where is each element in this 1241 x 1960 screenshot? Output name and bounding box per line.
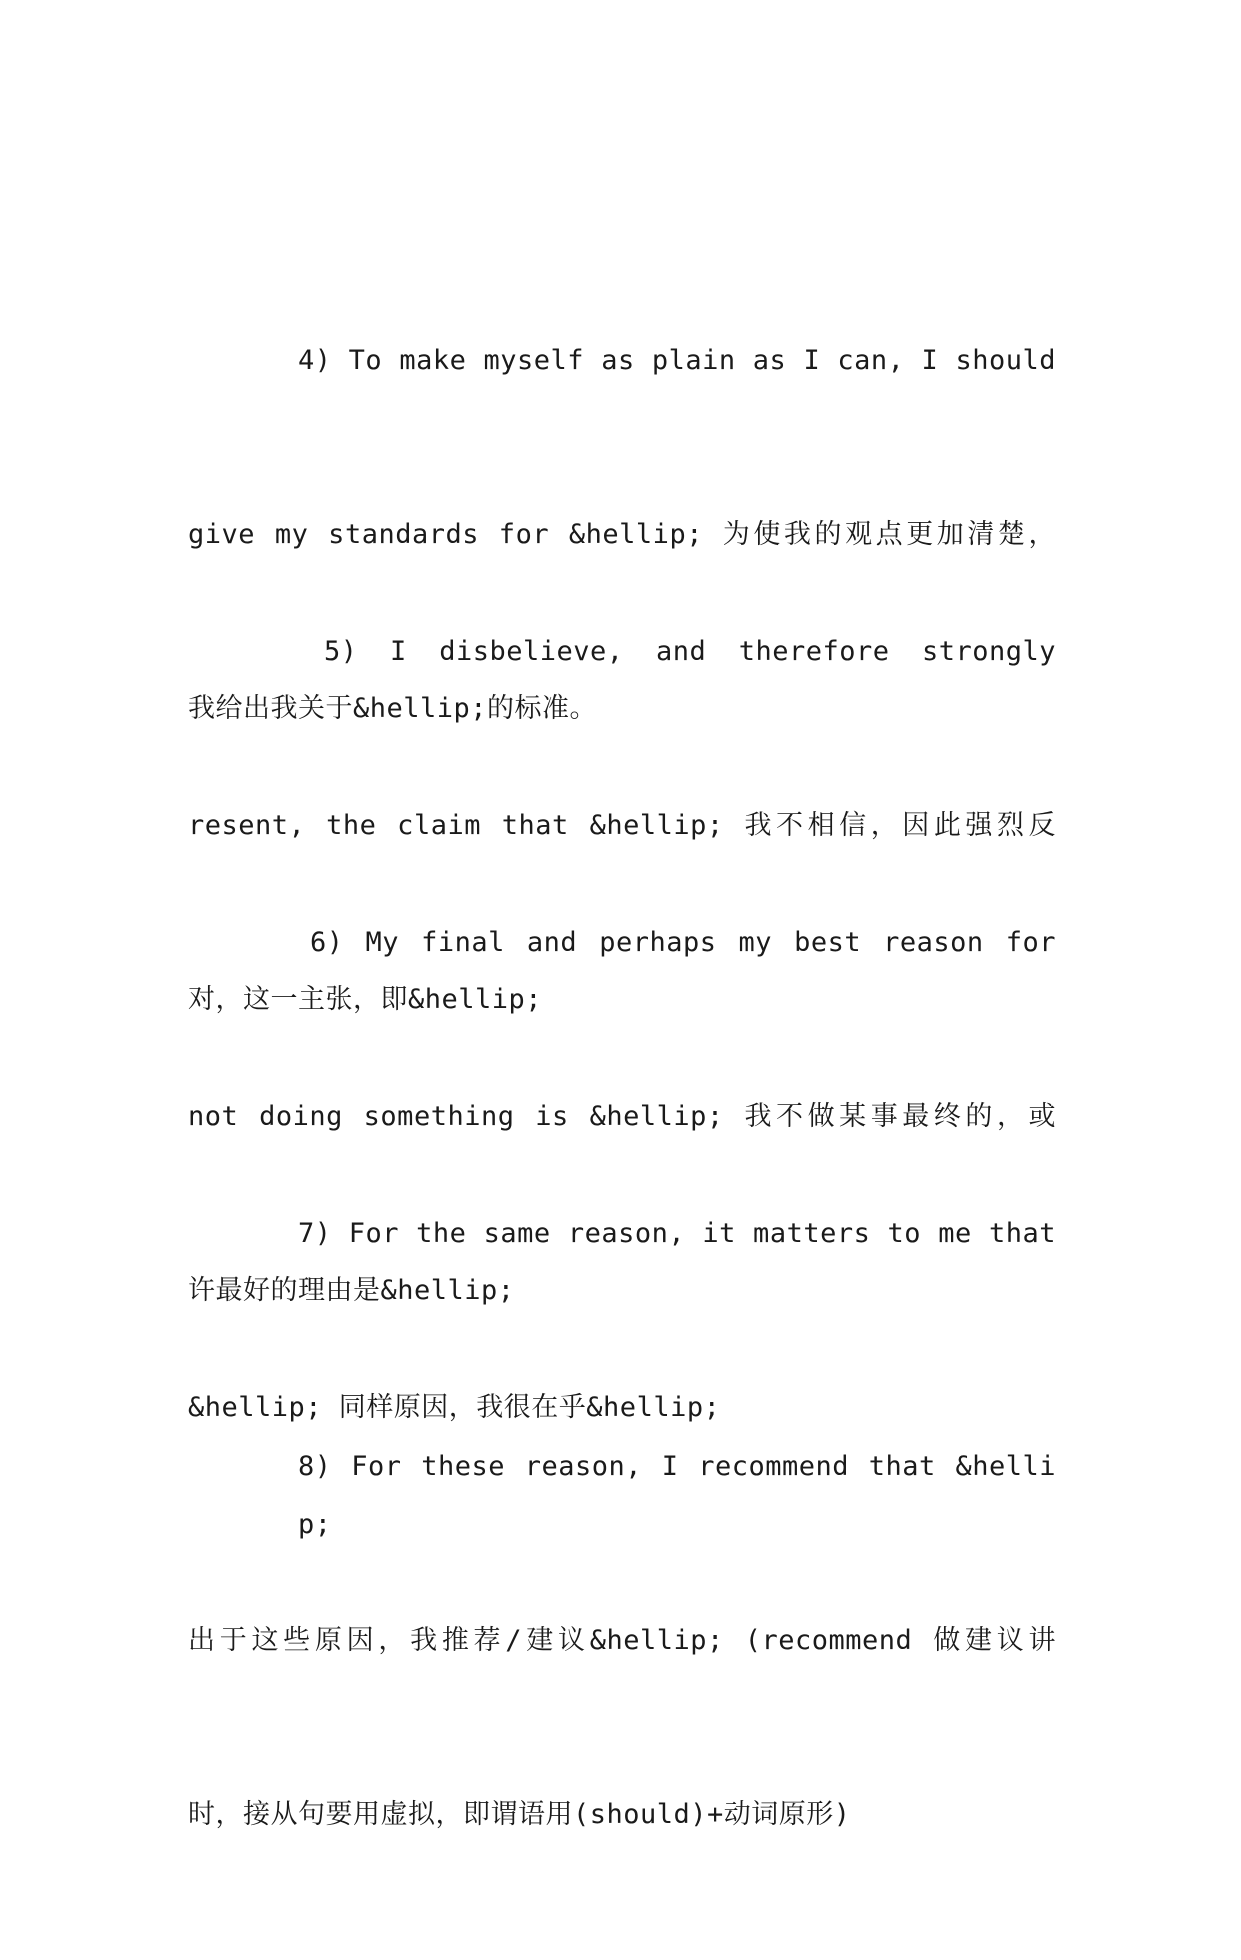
paragraph-line: &hellip; 同样原因，我很在乎&hellip;	[188, 1392, 721, 1423]
paragraph-line: 8) For these reason, I recommend that &hellip;	[298, 1451, 1056, 1540]
paragraph-line: 出于这些原因，我推荐/建议&hellip; (recommend 做建议讲	[188, 1625, 1056, 1656]
paragraph-line: 我给出我关于&hellip;的标准。	[188, 693, 598, 724]
paragraph-line: give my standards for &hellip; 为使我的观点更加清楚，	[188, 519, 1056, 550]
paragraph-line: 时，接从句要用虚拟，即谓语用(should)+动词原形)	[188, 1799, 851, 1830]
paragraph-line: 4) To make myself as plain as I can, I should	[298, 345, 1056, 376]
paragraph-line: 许最好的理由是&hellip;	[188, 1275, 515, 1306]
paragraph-line: 6) My final and perhaps my best reason for	[310, 927, 1056, 958]
paragraph-line: 5) I disbelieve, and therefore strongly	[324, 636, 1056, 667]
paragraph-line: not doing something is &hellip; 我不做某事最终的，或	[188, 1101, 1056, 1132]
paragraph-line: 对，这一主张，即&hellip;	[188, 984, 543, 1015]
paragraph-line: resent, the claim that &hellip; 我不相信，因此强烈反	[188, 810, 1056, 841]
paragraph-8	[188, 1322, 1056, 1960]
paragraph-line: 7) For the same reason, it matters to me that	[298, 1218, 1056, 1249]
